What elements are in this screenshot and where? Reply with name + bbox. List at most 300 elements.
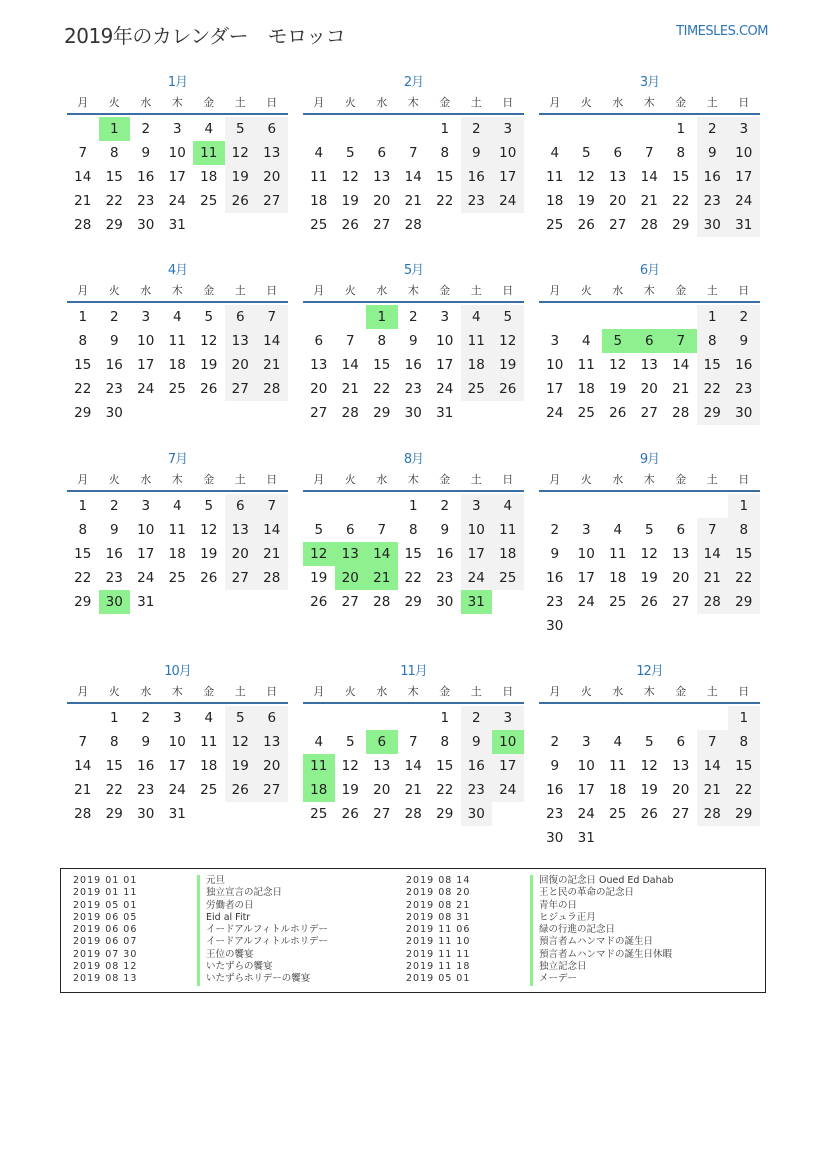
day-cell: 2	[728, 305, 760, 329]
day-cell: 2	[440, 498, 450, 514]
day-cell: 22	[436, 782, 454, 798]
day-cell: 7	[345, 333, 355, 349]
day-cell: 5	[345, 734, 355, 750]
day-cell: 23	[461, 189, 493, 213]
weekday-label: 火	[344, 284, 356, 297]
day-cell: 28	[74, 806, 92, 822]
day-cell: 27	[373, 806, 391, 822]
day-cell: 14	[256, 518, 288, 542]
weekday-label: 土	[234, 473, 246, 486]
day-cell: 18	[200, 758, 218, 774]
day-cell: 23	[436, 570, 454, 586]
day-cell: 18	[168, 546, 186, 562]
day-cell: 10	[137, 522, 155, 538]
day-cell: 5	[225, 117, 257, 141]
day-cell: 20	[640, 381, 658, 397]
day-cell: 17	[436, 357, 454, 373]
day-cell: 3	[172, 710, 182, 726]
weekday-label: 水	[612, 96, 624, 109]
holiday-list	[60, 868, 766, 993]
day-cell: 28	[256, 377, 288, 401]
holiday-name: Eid al Fitr	[197, 912, 250, 924]
holiday-name: 労働者の日	[197, 900, 254, 912]
weekday-header	[67, 282, 288, 303]
holiday-day-cell: 6	[366, 730, 398, 754]
holiday-day-cell: 11	[303, 754, 335, 778]
day-cell: 9	[141, 145, 151, 161]
day-cell: 4	[172, 498, 182, 514]
weekday-label: 火	[344, 96, 356, 109]
holiday-column-right	[406, 875, 673, 986]
month-calendar	[67, 260, 288, 425]
weekday-label: 金	[675, 473, 687, 486]
weekday-label: 金	[439, 473, 451, 486]
day-cell: 24	[461, 566, 493, 590]
weekday-label: 火	[108, 284, 120, 297]
day-cell: 29	[74, 594, 92, 610]
holiday-date: 2019 05 01	[406, 973, 471, 985]
day-cell: 31	[436, 405, 454, 421]
weekday-label: 土	[470, 284, 482, 297]
holiday-row	[73, 887, 328, 899]
day-cell: 9	[461, 141, 493, 165]
day-cell: 10	[577, 758, 595, 774]
day-cell: 8	[377, 333, 387, 349]
empty-cell	[539, 706, 571, 730]
day-cell: 13	[225, 329, 257, 353]
day-cell: 28	[341, 405, 359, 421]
day-cell: 4	[204, 710, 214, 726]
holiday-name: 預言者ムハンマドの誕生日休暇	[530, 949, 672, 961]
day-cell: 24	[436, 381, 454, 397]
weekday-label: 木	[643, 96, 655, 109]
day-cell: 3	[172, 121, 182, 137]
holiday-date: 2019 11 11	[406, 948, 471, 960]
day-cell: 10	[436, 333, 454, 349]
day-cell: 8	[78, 333, 88, 349]
day-cell: 28	[697, 590, 729, 614]
day-cell: 15	[105, 169, 123, 185]
day-cell: 27	[672, 594, 690, 610]
day-cell: 10	[168, 734, 186, 750]
day-cell: 2	[461, 706, 493, 730]
holiday-name: いたずらの饗宴	[197, 961, 273, 973]
day-cell: 27	[225, 377, 257, 401]
holiday-date: 2019 05 01	[73, 899, 138, 911]
day-cell: 17	[168, 169, 186, 185]
holiday-name: 緑の行進の記念日	[530, 924, 615, 936]
day-cell: 27	[310, 405, 328, 421]
day-cell: 16	[697, 165, 729, 189]
month-name: 7月	[167, 452, 188, 467]
day-cell: 14	[74, 758, 92, 774]
day-cell: 7	[78, 145, 88, 161]
holiday-row	[406, 949, 673, 961]
empty-cell	[634, 494, 666, 518]
weekday-label: 木	[643, 284, 655, 297]
day-cell: 6	[256, 706, 288, 730]
day-cell: 20	[373, 193, 391, 209]
day-cell: 24	[168, 782, 186, 798]
weekday-label: 月	[549, 96, 561, 109]
empty-cell	[571, 305, 603, 329]
day-cell: 9	[550, 546, 560, 562]
day-cell: 15	[373, 357, 391, 373]
weekday-label: 月	[77, 96, 89, 109]
empty-cell	[366, 494, 398, 518]
day-cell: 1	[728, 706, 760, 730]
day-cell: 23	[404, 381, 422, 397]
holiday-column-left	[73, 875, 328, 986]
day-cell: 16	[137, 169, 155, 185]
day-cell: 1	[676, 121, 686, 137]
day-cell: 25	[310, 217, 328, 233]
day-cell: 3	[141, 309, 151, 325]
holiday-day-cell: 1	[366, 305, 398, 329]
holiday-date: 2019 08 20	[406, 887, 471, 899]
day-cell: 27	[373, 217, 391, 233]
day-cell: 25	[609, 594, 627, 610]
day-cell: 3	[581, 734, 591, 750]
day-cell: 16	[137, 758, 155, 774]
day-cell: 6	[225, 305, 257, 329]
day-cell: 29	[672, 217, 690, 233]
day-cell: 28	[74, 217, 92, 233]
weekday-header	[303, 471, 524, 492]
day-cell: 8	[408, 522, 418, 538]
day-cell: 13	[672, 546, 690, 562]
day-cell: 11	[461, 329, 493, 353]
weekday-label: 月	[549, 473, 561, 486]
weekday-label: 土	[706, 284, 718, 297]
day-cell: 26	[640, 806, 658, 822]
day-cell: 29	[728, 590, 760, 614]
weekday-label: 木	[407, 96, 419, 109]
day-cell: 1	[109, 710, 119, 726]
day-cell: 25	[461, 377, 493, 401]
day-cell: 18	[310, 193, 328, 209]
weekday-label: 日	[502, 473, 514, 486]
day-cell: 5	[345, 145, 355, 161]
weekday-label: 火	[580, 685, 592, 698]
month-calendar	[539, 449, 760, 638]
holiday-day-cell: 6	[634, 329, 666, 353]
day-cell: 6	[225, 494, 257, 518]
weekday-label: 日	[266, 473, 278, 486]
weekday-label: 水	[376, 284, 388, 297]
day-cell: 3	[492, 117, 524, 141]
day-cell: 11	[310, 169, 328, 185]
weekday-label: 土	[470, 473, 482, 486]
weekday-label: 日	[738, 96, 750, 109]
day-cell: 3	[492, 706, 524, 730]
day-cell: 9	[440, 522, 450, 538]
holiday-name: 独立宣言の記念日	[197, 887, 282, 899]
day-cell: 22	[74, 570, 92, 586]
day-cell: 28	[672, 405, 690, 421]
month-name: 6月	[639, 263, 660, 278]
day-cell: 2	[550, 734, 560, 750]
day-cell: 12	[200, 522, 218, 538]
weekday-label: 水	[140, 96, 152, 109]
day-cell: 14	[697, 754, 729, 778]
day-cell: 22	[404, 570, 422, 586]
day-cell: 22	[672, 193, 690, 209]
day-cell: 3	[461, 494, 493, 518]
month-name: 5月	[403, 263, 424, 278]
day-cell: 21	[640, 193, 658, 209]
holiday-name: 王と民の革命の記念日	[530, 887, 634, 899]
empty-cell	[571, 494, 603, 518]
month-name: 1月	[167, 75, 188, 90]
empty-cell	[303, 706, 335, 730]
day-cell: 29	[105, 217, 123, 233]
day-cell: 23	[697, 189, 729, 213]
day-cell: 22	[74, 381, 92, 397]
day-cell: 7	[256, 494, 288, 518]
day-cell: 24	[728, 189, 760, 213]
day-cell: 6	[676, 522, 686, 538]
day-cell: 9	[550, 758, 560, 774]
day-cell: 20	[256, 165, 288, 189]
weekday-label: 日	[266, 685, 278, 698]
page-title: 2019年のカレンダー モロッコ	[64, 24, 346, 48]
day-cell: 6	[256, 117, 288, 141]
day-cell: 15	[74, 357, 92, 373]
holiday-row	[73, 936, 328, 948]
day-cell: 1	[697, 305, 729, 329]
weekday-header	[303, 94, 524, 115]
empty-cell	[366, 117, 398, 141]
day-cell: 21	[256, 542, 288, 566]
day-cell: 21	[74, 782, 92, 798]
day-cell: 16	[728, 353, 760, 377]
day-cell: 17	[577, 782, 595, 798]
weekday-label: 水	[140, 473, 152, 486]
day-grid	[67, 115, 288, 237]
holiday-row	[406, 900, 673, 912]
day-cell: 10	[546, 357, 564, 373]
day-cell: 29	[74, 405, 92, 421]
weekday-label: 月	[77, 473, 89, 486]
day-cell: 16	[404, 357, 422, 373]
day-cell: 13	[640, 357, 658, 373]
day-cell: 19	[310, 570, 328, 586]
day-cell: 25	[577, 405, 595, 421]
weekday-label: 日	[502, 284, 514, 297]
day-cell: 29	[373, 405, 391, 421]
day-cell: 11	[168, 333, 186, 349]
day-cell: 11	[577, 357, 595, 373]
empty-cell	[335, 494, 367, 518]
day-cell: 2	[109, 309, 119, 325]
empty-cell	[398, 706, 430, 730]
brand-link[interactable]: TIMESLES.COM	[676, 24, 768, 39]
weekday-label: 金	[675, 685, 687, 698]
day-cell: 30	[137, 806, 155, 822]
day-cell: 9	[728, 329, 760, 353]
empty-cell	[539, 305, 571, 329]
day-cell: 1	[408, 498, 418, 514]
weekday-label: 木	[643, 685, 655, 698]
day-cell: 4	[492, 494, 524, 518]
day-cell: 13	[672, 758, 690, 774]
weekday-label: 火	[108, 473, 120, 486]
day-cell: 1	[440, 710, 450, 726]
day-cell: 14	[640, 169, 658, 185]
day-cell: 20	[672, 570, 690, 586]
day-cell: 22	[697, 377, 729, 401]
day-cell: 10	[492, 141, 524, 165]
day-cell: 6	[377, 145, 387, 161]
day-cell: 28	[697, 802, 729, 826]
day-cell: 10	[137, 333, 155, 349]
holiday-row	[73, 900, 328, 912]
day-cell: 11	[492, 518, 524, 542]
day-cell: 17	[577, 570, 595, 586]
holiday-row	[406, 887, 673, 899]
weekday-label: 火	[580, 473, 592, 486]
day-cell: 23	[137, 193, 155, 209]
holiday-name: いたずらホリデーの饗宴	[197, 973, 310, 985]
weekday-label: 日	[266, 284, 278, 297]
day-cell: 22	[105, 782, 123, 798]
weekday-header	[539, 282, 760, 303]
day-cell: 5	[225, 706, 257, 730]
day-cell: 24	[577, 806, 595, 822]
day-cell: 4	[172, 309, 182, 325]
holiday-date: 2019 01 01	[73, 875, 138, 886]
empty-cell	[665, 494, 697, 518]
weekday-label: 金	[203, 685, 215, 698]
day-cell: 8	[676, 145, 686, 161]
day-cell: 31	[728, 213, 760, 237]
weekday-label: 日	[738, 284, 750, 297]
day-cell: 22	[105, 193, 123, 209]
day-cell: 9	[141, 734, 151, 750]
day-cell: 8	[728, 730, 760, 754]
empty-cell	[398, 117, 430, 141]
day-cell: 7	[408, 734, 418, 750]
day-cell: 29	[436, 806, 454, 822]
day-grid	[539, 303, 760, 425]
day-cell: 25	[200, 782, 218, 798]
day-cell: 8	[109, 145, 119, 161]
day-cell: 11	[168, 522, 186, 538]
day-cell: 12	[225, 730, 257, 754]
holiday-name: 青年の日	[530, 900, 577, 912]
day-cell: 24	[137, 570, 155, 586]
empty-cell	[697, 706, 729, 730]
day-cell: 12	[577, 169, 595, 185]
month-name: 4月	[167, 263, 188, 278]
day-cell: 10	[728, 141, 760, 165]
weekday-label: 水	[140, 685, 152, 698]
holiday-row	[73, 973, 328, 985]
day-cell: 30	[546, 618, 564, 634]
day-cell: 26	[225, 778, 257, 802]
day-cell: 15	[728, 542, 760, 566]
holiday-date: 2019 08 13	[73, 973, 138, 985]
holiday-date: 2019 11 10	[406, 936, 471, 948]
weekday-label: 木	[407, 284, 419, 297]
day-cell: 14	[74, 169, 92, 185]
day-grid	[67, 492, 288, 614]
day-cell: 1	[78, 309, 88, 325]
day-cell: 21	[672, 381, 690, 397]
day-cell: 25	[609, 806, 627, 822]
day-cell: 11	[609, 546, 627, 562]
day-cell: 24	[492, 778, 524, 802]
weekday-label: 木	[407, 685, 419, 698]
day-cell: 17	[137, 357, 155, 373]
weekday-label: 金	[203, 473, 215, 486]
day-cell: 12	[200, 333, 218, 349]
day-cell: 8	[78, 522, 88, 538]
month-name: 10月	[164, 664, 191, 679]
holiday-row	[73, 924, 328, 936]
day-cell: 24	[137, 381, 155, 397]
day-cell: 7	[644, 145, 654, 161]
month-name: 2月	[403, 75, 424, 90]
day-cell: 15	[728, 754, 760, 778]
day-cell: 20	[672, 782, 690, 798]
weekday-label: 金	[439, 284, 451, 297]
day-cell: 12	[640, 546, 658, 562]
empty-cell	[539, 494, 571, 518]
day-cell: 21	[404, 193, 422, 209]
day-cell: 18	[577, 381, 595, 397]
holiday-row	[73, 912, 328, 924]
day-cell: 12	[341, 169, 359, 185]
day-cell: 26	[341, 217, 359, 233]
month-name: 8月	[403, 452, 424, 467]
month-calendar	[303, 661, 524, 826]
day-cell: 2	[461, 117, 493, 141]
day-cell: 20	[609, 193, 627, 209]
weekday-label: 火	[580, 284, 592, 297]
day-cell: 28	[373, 594, 391, 610]
holiday-row	[406, 924, 673, 936]
holiday-row	[406, 936, 673, 948]
weekday-label: 火	[108, 685, 120, 698]
day-cell: 9	[461, 730, 493, 754]
day-grid	[67, 303, 288, 425]
month-calendar	[67, 72, 288, 237]
day-cell: 4	[461, 305, 493, 329]
day-grid	[539, 492, 760, 638]
holiday-name: メーデー	[530, 973, 577, 985]
weekday-label: 金	[675, 284, 687, 297]
day-cell: 2	[550, 522, 560, 538]
empty-cell	[67, 706, 99, 730]
day-cell: 23	[728, 377, 760, 401]
weekday-label: 月	[313, 96, 325, 109]
day-cell: 12	[225, 141, 257, 165]
day-cell: 18	[609, 782, 627, 798]
day-cell: 31	[168, 217, 186, 233]
day-cell: 6	[314, 333, 324, 349]
weekday-header	[303, 282, 524, 303]
day-cell: 20	[256, 754, 288, 778]
weekday-label: 金	[203, 284, 215, 297]
day-cell: 17	[168, 758, 186, 774]
day-cell: 11	[546, 169, 564, 185]
day-cell: 14	[341, 357, 359, 373]
weekday-label: 月	[549, 685, 561, 698]
day-cell: 17	[137, 546, 155, 562]
day-cell: 14	[697, 542, 729, 566]
